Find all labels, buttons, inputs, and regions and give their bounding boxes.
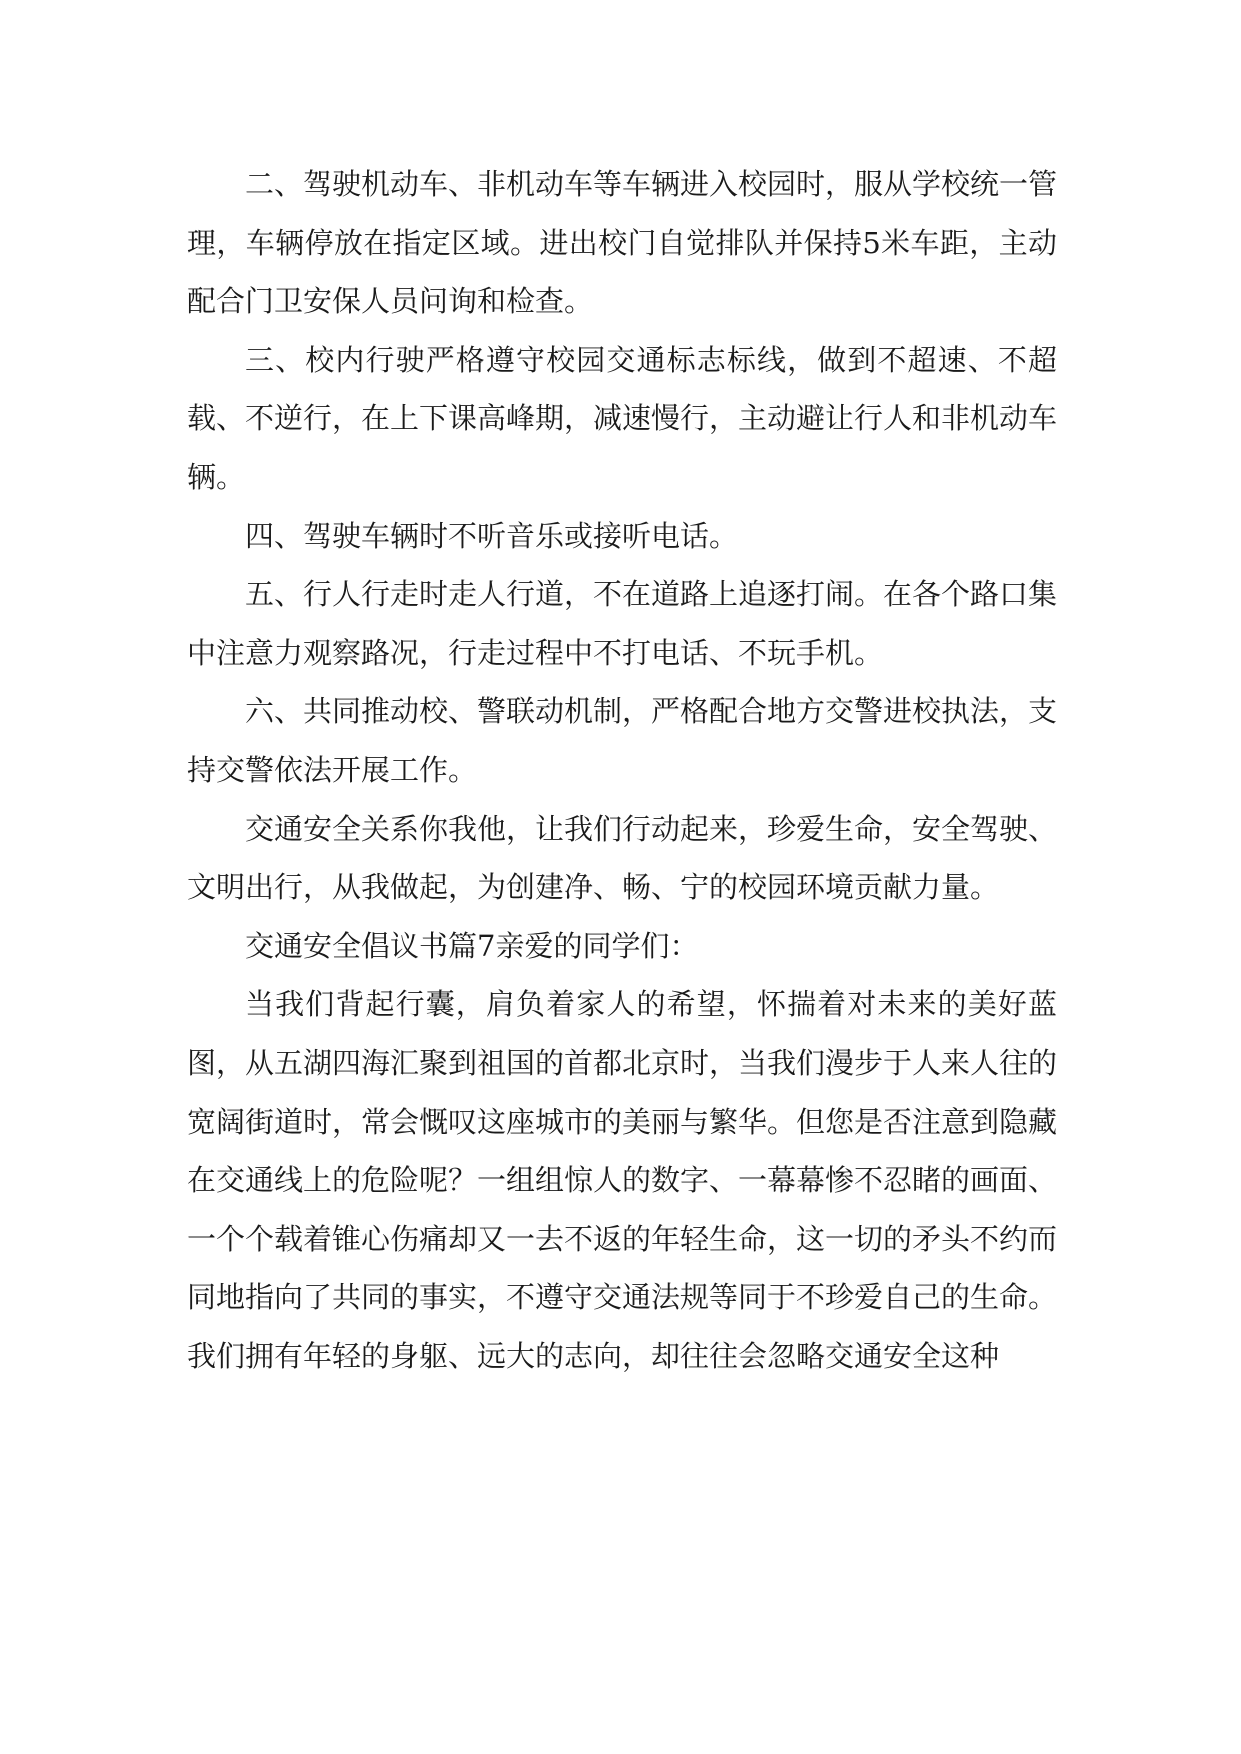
- section-heading-proposal-7: 交通安全倡议书篇7亲爱的同学们：: [245, 928, 699, 963]
- paragraph-5-pedestrians: 五、行人行走时走人行道，不在道路上追逐打闹。在各个路口集中注意力观察路况，行走过程中不打电话、不玩手机。: [187, 577, 1058, 670]
- paragraph-3-campus-driving: 三、校内行驶严格遵守校园交通标志标线，做到不超速、不超载、不逆行，在上下课高峰期，减速慢行，主动避让行人和非机动车辆。: [187, 342, 1058, 494]
- paragraph-2-vehicle-entry: 二、驾驶机动车、非机动车等车辆进入校园时，服从学校统一管理，车辆停放在指定区域。进出校门自觉排队并保持5米车距，主动配合门卫安保人员问询和检查。: [187, 167, 1058, 319]
- paragraph-4-no-phone-driving: 四、驾驶车辆时不听音乐或接听电话。: [245, 518, 739, 553]
- paragraph-closing-call: 交通安全关系你我他，让我们行动起来，珍爱生命，安全驾驶、文明出行，从我做起，为创建净、畅、宁的校园环境贡献力量。: [187, 811, 1058, 905]
- paragraph-proposal-7-body: 当我们背起行囊，肩负着家人的希望，怀揣着对未来的美好蓝图，从五湖四海汇聚到祖国的首都北京时，当我们漫步于人来人往的宽阔街道时，常会慨叹这座城市的美丽与繁华。但您是否注意到隐藏在交通线上的危险呢？一组组惊人的数字、一幕幕惨不忍睹的画面、一个个载着锥心伤痛却又一去不返的年轻生命，这一切的矛头不约而同地指向了共同的事实，不遵守交通法规等同于不珍爱自己的生命。我们拥有年轻的身躯、远大的志向，却往往会忽略交通安全这种: [187, 987, 1058, 1373]
- paragraph-6-police-cooperation: 六、共同推动校、警联动机制，严格配合地方交警进校执法，支持交警依法开展工作。: [187, 694, 1058, 787]
- document-body: [187, 155, 1057, 1385]
